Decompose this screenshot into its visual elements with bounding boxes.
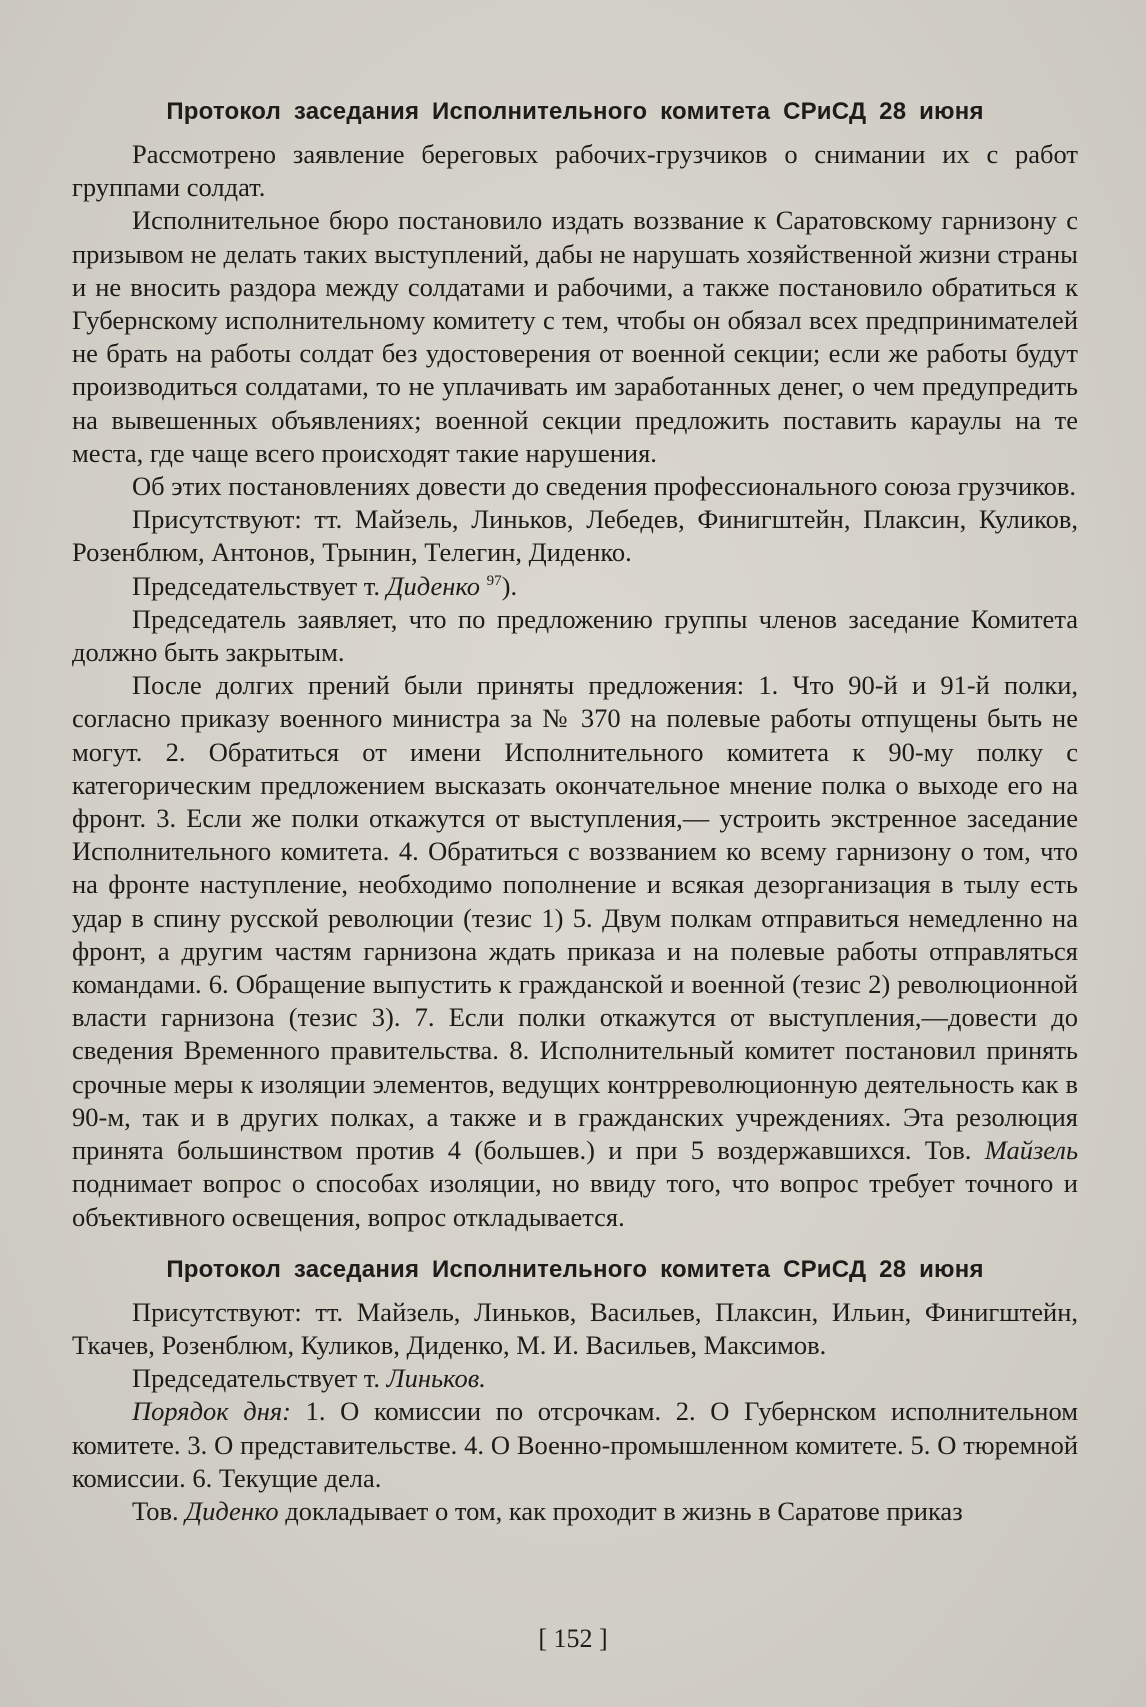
report-prefix: Тов.	[132, 1495, 179, 1526]
chairman-prefix: Председательствует т.	[132, 1363, 381, 1394]
section-1-attendees: Присутствуют: тт. Майзель, Линьков, Лебедев, Финигштейн, Плаксин, Куликов, Розенблюм, Антонов, Трынин, Телегин, Диденко.	[72, 504, 1078, 568]
section-1-paragraph-3: Об этих постановлениях довести до сведения профессионального союза грузчиков.	[132, 471, 1077, 502]
chairman-suffix: ).	[501, 570, 518, 601]
agenda-text: 1. О комиссии по отсрочкам. 2. О Губернском исполнительном комитете. 3. О представительстве. 4. О Военно-промышленном комитете. 5. О тюремной комиссии. 6. Текущие дела.	[72, 1396, 1079, 1493]
resolutions-text: После долгих прений были приняты предложения: 1. Что 90-й и 91-й полки, согласно приказу военного министра за № 370 на полевые работы отпущены быть не могут. 2. Обратиться от имени Исполнительного комитета к 90-му полку с категорическим предложением высказать окончательное мнение полка о выходе его на фронт. 3. Если же полки откажутся от выступления,— устроить экстренное заседание Исполнительного комитета. 4. Обратиться с воззванием ко всему гарнизону о том, что на фронте наступление, необходимо пополнение и всякая дезорганизация в тылу есть удар в спину русской революции (тезис 1) 5. Двум полкам отправиться немедленно на фронт, а другим частям гарнизона ждать приказа и на полевые работы отправляться командами. 6. Обращение выпустить к гражданской и военной (тезис 2) революционной власти гарнизона (тезис 3). 7. Если полки откажутся от выступления,—довести до сведения Временного правительства. 8. Исполнительный комитет постановил принять срочные меры к изоляции элементов, ведущих контрреволюционную деятельность как в 90-м, так и в других полках, а также и в гражданских учреждениях. Эта резолюция принята большинством против 4 (большев.) и при 5 воздержавшихся. Тов.	[72, 670, 1078, 1166]
section-2-report	[72, 1495, 1078, 1528]
section-1-paragraph-1: Рассмотрено заявление береговых рабочих-грузчиков о снимании их с работ группами солдат.	[72, 139, 1078, 203]
section-1-paragraph-6: Председатель заявляет, что по предложению группы членов заседание Комитета должно быть закрытым.	[72, 603, 1078, 668]
section-2-agenda	[72, 1395, 1078, 1495]
section-2-attendees: Присутствуют: тт. Майзель, Линьков, Васильев, Плаксин, Ильин, Финигштейн, Ткачев, Розенблюм, Куликов, Диденко, М. И. Васильев, Максимов.	[72, 1296, 1078, 1360]
section-1-paragraph-2: Исполнительное бюро постановило издать воззвание к Саратовскому гарнизону с призывом не делать таких выступлений, дабы не нарушать хозяйственной жизни страны и не вносить раздора между солдатами и рабочими, а также постановило обратиться к Губернскому исполнительному комитету с тем, чтобы он обязал всех предпринимателей не брать на работы солдат без удостоверения от военной секции; если же работы будут производиться солдатами, то не уплачивать им заработанных денег, о чем предупредить на вывешенных объявлениях; военной секции предложить поставить караулы на те места, где чаще всего происходят такие нарушения.	[72, 205, 1078, 468]
section-1-chairman	[72, 570, 1078, 603]
chairman-prefix: Председательствует т.	[132, 570, 381, 601]
page-number: [ 152 ]	[538, 1624, 608, 1653]
section-1-resolutions	[72, 669, 1078, 1233]
section-2-chairman	[72, 1362, 1078, 1395]
agenda-label: Порядок дня:	[132, 1396, 291, 1427]
report-name: Диденко	[185, 1495, 279, 1526]
section-2-title: Протокол заседания Исполнительного комитета СРиСД 28 июня	[166, 1255, 984, 1283]
footnote-ref: 97	[486, 572, 502, 589]
resolutions-name: Майзель	[984, 1135, 1079, 1166]
section-1-title: Протокол заседания Исполнительного комитета СРиСД 28 июня	[166, 98, 984, 125]
resolutions-text-end: поднимает вопрос о способах изоляции, но ввиду того, что вопрос требует точного и объективного освещения, вопрос откладывается.	[72, 1168, 1078, 1232]
report-text: докладывает о том, как проходит в жизнь в Саратове приказ	[285, 1495, 963, 1526]
chairman-name: Диденко	[386, 570, 481, 601]
chairman-name: Линьков.	[386, 1363, 486, 1394]
